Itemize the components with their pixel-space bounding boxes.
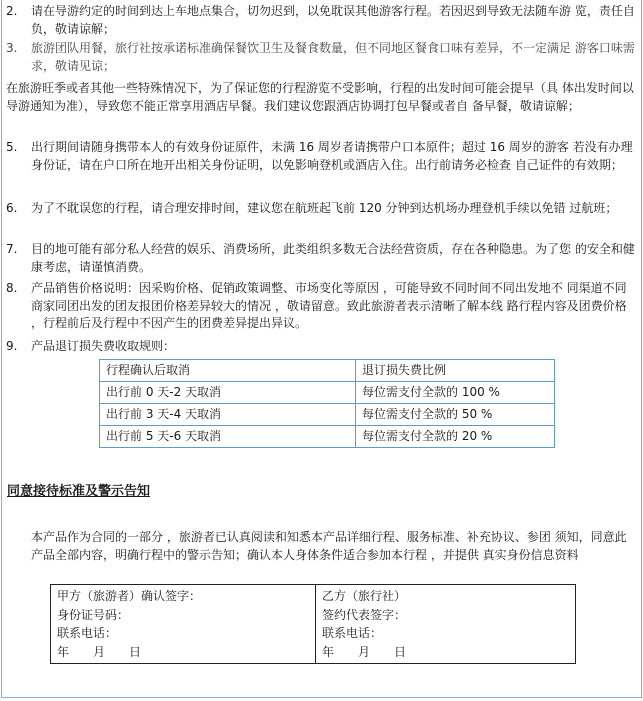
signature-table (50, 584, 576, 664)
page-border-right (641, 0, 642, 697)
list-item-text: 为了不耽误您的行程，请合理安排时间，建议您在航班起飞前 120 分钟到达机场办理登机手续以免错 过航班； (31, 201, 618, 215)
list-item-text: 产品退订损失费收取规则： (31, 339, 176, 353)
list-item-number: 8. (6, 281, 18, 295)
list-item-text: 产品销售价格说明：因采购价格、促销政策调整、市场变化等原因 ，可能导致不同时间不同出发地不 同渠道不同商家同团出发的团友报团价格差异较大的情况 ，敬请留意。致此旅游者表示清晰了解本线 路行程内容及团费价格 ，行程前后及行程中不因产生的团费差异提出异议。 (31, 281, 627, 330)
list-item (6, 3, 635, 38)
list-item-text: 请在导游约定的时间到达上车地点集合，切勿迟到，以免耽误其他游客行程。若因迟到导致无法随车游 览，责任自负，敬请谅解； (31, 4, 635, 36)
party-b-signature-cell (316, 585, 576, 664)
table-row (100, 404, 555, 426)
list-item-number: 2. (6, 4, 18, 18)
list-item-text: 旅游团队用餐，旅行社按承诺标准确保餐饮卫生及餐食数量，但不同地区餐食口味有差异，不一定满足 游客口味需求，敬请见谅； (31, 41, 635, 73)
list-item-text: 目的地可能有部分私人经营的娱乐、消费场所，此类组织多数无合法经营资质，存在各种隐患。为了您 的安全和健康考虑，请谨慎消费。 (31, 242, 635, 274)
list-item (6, 40, 635, 75)
party-a-id-label: 身份证号码： (57, 607, 130, 622)
party-b-phone-label: 联系电话： (322, 626, 383, 640)
list-item (6, 200, 635, 218)
paragraph-text: 在旅游旺季或者其他一些特殊情况下，为了保证您的行程游览不受影响，行程的出发时间可能会提早（具 体出发时间以导游通知为准），导致您不能正常享用酒店早餐。我们建议您跟酒店协调打包早餐或者自 备早餐，敬请谅解； (6, 81, 634, 113)
table-cell: 出行前 3 天-4 天取消 (100, 404, 356, 426)
cancellation-fee-table (99, 359, 555, 448)
party-a-signature-label: 甲方（旅游者）确认签字： (57, 589, 202, 603)
list-item-number: 6. (6, 201, 18, 215)
table-header-cell: 退订损失费比例 (356, 360, 555, 382)
list-paragraph (6, 80, 635, 115)
page-border-left (1, 0, 2, 697)
party-a-phone-label: 联系电话： (57, 626, 118, 640)
list-item (6, 139, 635, 174)
party-b-name-label: 乙方（旅行社） (322, 589, 407, 603)
list-item-number: 9. (6, 339, 18, 353)
list-item-number: 5. (6, 140, 18, 154)
list-item (6, 241, 635, 276)
list-item-number: 7. (6, 242, 18, 256)
party-b-representative-label: 签约代表签字： (322, 607, 407, 622)
party-b-date-label: 年 月 日 (322, 644, 407, 659)
list-item (6, 338, 635, 356)
table-cell: 出行前 0 天-2 天取消 (100, 382, 356, 404)
list-item (6, 280, 635, 333)
table-row (100, 382, 555, 404)
table-cell: 每位需支付全款的 50 % (356, 404, 555, 426)
table-cell: 每位需支付全款的 20 % (356, 426, 555, 448)
table-header-row (100, 360, 555, 382)
party-a-signature-cell (51, 585, 316, 664)
table-row (100, 426, 555, 448)
list-item-text: 出行期间请随身携带本人的有效身份证原件，未满 16 周岁者请携带户口本原件；超过 16 周岁的游客 若没有办理身份证，请在户口所在地开出相关身份证明，以免影响登机或酒店入住。出行前请务必检查 自己证件的有效期； (31, 140, 633, 172)
party-a-date-label: 年 月 日 (57, 644, 142, 659)
list-item-number: 3. (6, 41, 18, 55)
table-header-cell: 行程确认后取消 (100, 360, 356, 382)
table-cell: 每位需支付全款的 100 % (356, 382, 555, 404)
page-border-bottom (1, 697, 642, 698)
section-intro: 本产品作为合同的一部分 ，旅游者已认真阅读和知悉本产品详细行程、服务标准、补充协议、参团 须知，同意此产品全部内容，明确行程中的警示告知；确认本人身体条件适合参加本行程 ，并提供 真实身份信息资料 (31, 530, 627, 562)
section-heading: 同意接待标准及警示告知 (7, 484, 151, 499)
table-cell: 出行前 5 天-6 天取消 (100, 426, 356, 448)
